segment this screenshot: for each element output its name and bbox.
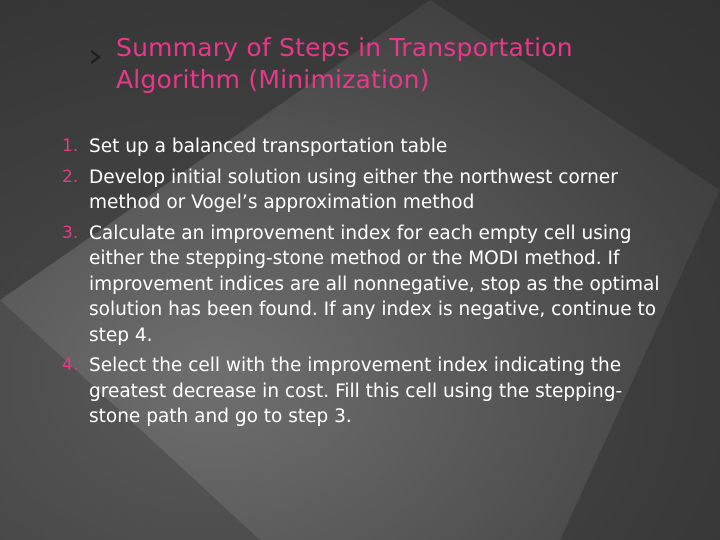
step-text: Select the cell with the improvement index indicating the greatest decrease in cost. Fill this cell using the stepping-stone path and go to step 3.: [89, 355, 623, 427]
step-number: 4.: [62, 355, 79, 375]
step-item-4: [62, 353, 672, 430]
step-number: 3.: [62, 222, 79, 243]
step-text: Set up a balanced transportation table: [89, 136, 448, 157]
slide-title-line-1: Summary of Steps in Transportation: [116, 33, 573, 62]
step-text: Calculate an improvement index for each empty cell using either the stepping-stone method or the MODI method. If improvement indices are all nonnegative, stop as the optimal solution has been found. If any index is negative, continue to step 4.: [89, 222, 660, 346]
step-item-2: [62, 165, 672, 216]
step-text: Develop initial solution using either the northwest corner method or Vogel’s approximation method: [89, 166, 618, 213]
steps-list: [62, 134, 672, 435]
step-number: 1.: [62, 136, 79, 156]
bullet-chevron-icon: [88, 50, 102, 64]
step-item-1: [62, 134, 672, 160]
step-item-3: [62, 221, 672, 349]
step-number: 2.: [62, 166, 79, 187]
slide-title: [116, 32, 676, 96]
slide-title-line-2: Algorithm (Minimization): [116, 65, 430, 94]
